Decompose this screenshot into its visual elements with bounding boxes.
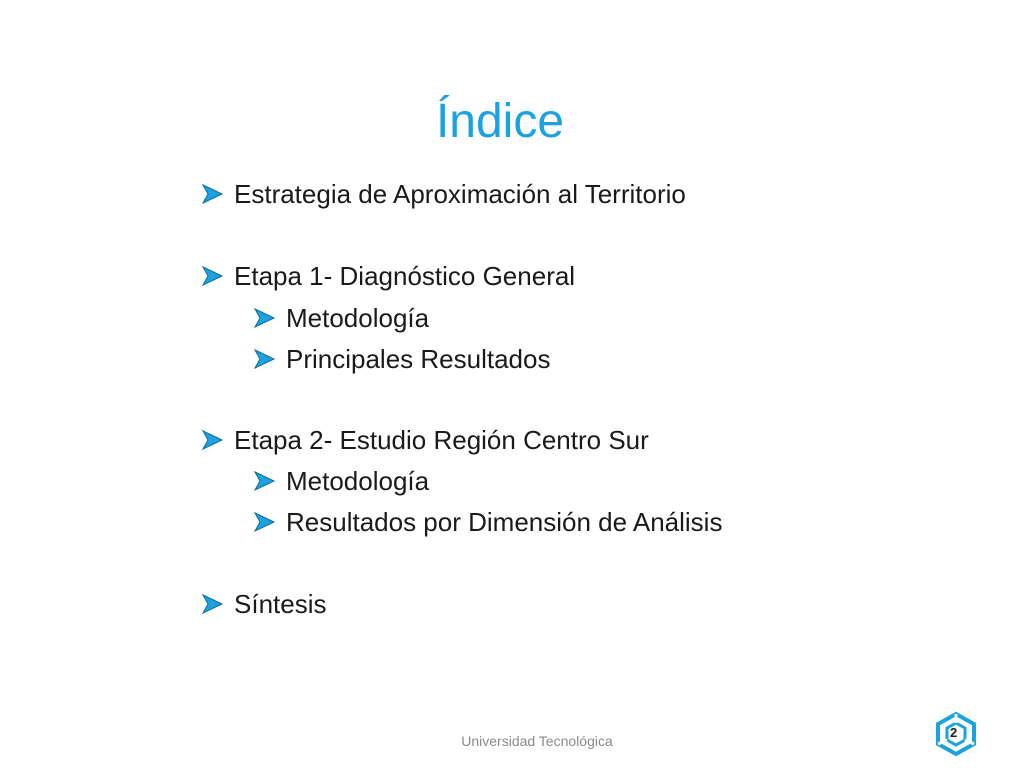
list-item-text: Resultados por Dimensión de Análisis [286, 507, 723, 537]
list-item-text: Principales Resultados [286, 344, 551, 374]
list-item-text: Síntesis [234, 589, 327, 619]
list-item [252, 500, 722, 544]
list-item [252, 459, 429, 503]
list-item-text: Etapa 2- Estudio Región Centro Sur [234, 425, 649, 455]
list-item [200, 254, 575, 298]
arrow-bullet-icon [252, 306, 282, 330]
arrow-bullet-icon [200, 182, 230, 206]
arrow-bullet-icon [200, 428, 230, 452]
list-item [200, 418, 649, 462]
list-item-text: Etapa 1- Diagnóstico General [234, 261, 576, 291]
list-item-text: Estrategia de Aproximación al Territorio [234, 179, 686, 209]
footer-text: Universidad Tecnológica [461, 733, 613, 749]
arrow-bullet-icon [252, 347, 282, 371]
arrow-bullet-icon [200, 264, 230, 288]
arrow-bullet-icon [200, 592, 230, 616]
list-item [200, 582, 327, 626]
list-item [252, 296, 429, 340]
list-item-text: Metodología [286, 303, 430, 333]
slide-title: Índice [435, 95, 565, 148]
page-number: 2 [950, 725, 958, 740]
arrow-bullet-icon [252, 510, 282, 534]
list-item [252, 337, 550, 381]
arrow-bullet-icon [252, 469, 282, 493]
list-item-text: Metodología [286, 466, 430, 496]
list-item [200, 172, 686, 216]
